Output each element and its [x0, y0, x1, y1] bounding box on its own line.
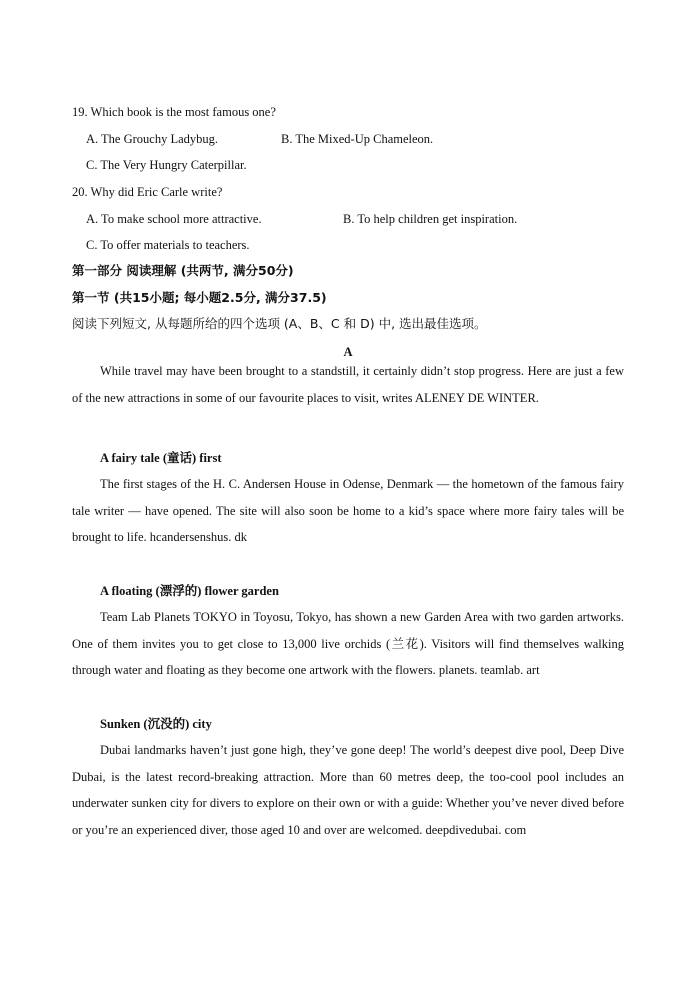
section-subsection-heading: 第一节 (共15小题; 每小题2.5分, 满分37.5): [72, 290, 327, 305]
passage-intro: While travel may have been brought to a standstill, it certainly didn’t stop progress. Here are just a few of the new attractions in some of our favourite places to visit, writes ALENEY DE WINTER.: [72, 364, 624, 405]
question-20-option-c: C. To offer materials to teachers.: [86, 238, 250, 252]
question-19-stem: 19. Which book is the most famous one?: [72, 105, 276, 119]
question-20-option-b: B. To help children get inspiration.: [343, 212, 518, 226]
section-part-heading: 第一部分 阅读理解 (共两节, 满分50分): [72, 263, 294, 278]
item-body-sunken-city: Dubai landmarks haven’t just gone high, they’ve gone deep! The world’s deepest dive pool, Deep Dive Dubai, is the latest record-breaking attraction. More than 60 metres deep, the too-cool pool includes an underwater sunken city for divers to explore on their own or with a guide: Whether you’ve never dived before or you’re an experienced diver, those aged 10 and over are welcomed. deepdivedubai. com: [72, 743, 624, 838]
question-19-option-b: B. The Mixed-Up Chameleon.: [281, 132, 434, 146]
question-19-option-a: A. The Grouchy Ladybug.: [86, 132, 219, 146]
item-heading-flower-garden: A floating (漂浮的) flower garden: [100, 584, 279, 598]
item-heading-sunken-city: Sunken (沉没的) city: [100, 717, 212, 731]
question-19-option-c: C. The Very Hungry Caterpillar.: [86, 158, 247, 172]
question-20-stem: 20. Why did Eric Carle write?: [72, 185, 223, 199]
question-20-options-row1: [86, 209, 638, 229]
item-body-flower-garden: Team Lab Planets TOKYO in Toyosu, Tokyo, has shown a new Garden Area with two garden artworks. One of them invites you to get close to 13,000 live orchids (兰花). Visitors will find themselves walking through water and floating as they become one artwork with the flowers. planets. teamlab. art: [72, 610, 624, 678]
question-19-options-row1: [86, 129, 638, 149]
question-20-option-a: A. To make school more attractive.: [86, 212, 262, 226]
section-instruction: 阅读下列短文, 从每题所给的四个选项 (A、B、C 和 D) 中, 选出最佳选项。: [72, 316, 487, 331]
item-heading-fairy-tale: A fairy tale (童话) first: [100, 451, 222, 465]
passage-label: A: [343, 345, 353, 359]
item-body-fairy-tale: The first stages of the H. C. Andersen House in Odense, Denmark — the hometown of the famous fairy tale writer — have opened. The site will also soon be home to a kid’s space where more fairy tales will be brought to life. hcandersenshus. dk: [72, 477, 624, 545]
